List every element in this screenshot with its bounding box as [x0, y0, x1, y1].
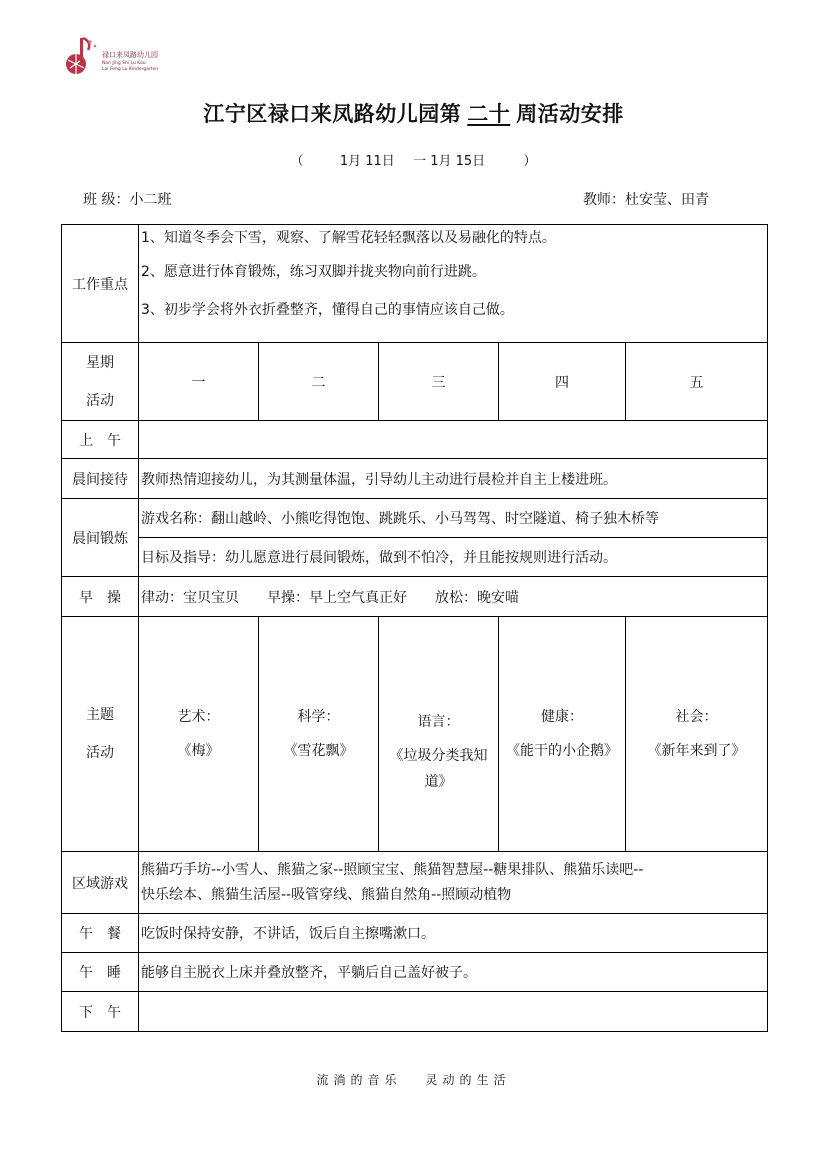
area-games-line2: 快乐绘本、熊猫生活屋--吸管穿线、熊猫自然角--照顾动植物 — [141, 886, 512, 903]
theme-title: 《能干的小企鹅》 — [506, 743, 618, 759]
lunch-label: 午 餐 — [62, 914, 139, 953]
date-from: 1月 11日 — [339, 154, 395, 169]
focus-content — [139, 225, 768, 343]
morning-exercise-label: 早 操 — [62, 577, 139, 617]
weekday-label: 星期 — [86, 354, 114, 371]
teacher-info: 教师：杜安莹、田青 — [583, 192, 709, 208]
focus-item: 2、愿意进行体育锻炼，练习双脚并拢夹物向前行进跳。 — [141, 264, 486, 280]
music-note-logo-icon — [64, 34, 100, 76]
theme-label — [62, 617, 139, 852]
focus-row — [62, 225, 768, 343]
theme-subject: 健康： — [541, 709, 583, 725]
afternoon-row — [62, 992, 768, 1032]
theme-title: 《新年来到了》 — [647, 743, 746, 759]
focus-item: 1、知道冬季会下雪，观察、了解雪花轻轻飘落以及易融化的特点。 — [141, 230, 556, 246]
nap-text: 能够自主脱衣上床并叠放整齐，平躺后自己盖好被子。 — [139, 953, 768, 992]
kindergarten-logo — [64, 30, 174, 80]
logo-name: 禄口来凤路幼儿园 — [102, 51, 158, 59]
morning-content — [139, 421, 768, 459]
theme-subject: 科学： — [297, 709, 340, 725]
date-open-paren: （ — [290, 154, 304, 169]
logo-subtitle-line2: Lai Feng Lu Kindergarten — [102, 67, 159, 72]
exercise-goal-row — [62, 538, 768, 577]
area-games-line1: 熊猫巧手坊--小雪人、熊猫之家--照顾宝宝、熊猫智慧屋--糖果排队、熊猫乐读吧-- — [141, 861, 644, 878]
theme-cell-art — [139, 617, 259, 852]
footer-right: 灵动的生活 — [425, 1073, 511, 1087]
exercise-games-row — [62, 499, 768, 538]
day-tuesday: 二 — [259, 343, 379, 421]
area-games-label: 区域游戏 — [62, 852, 139, 914]
theme-title-line1: 《垃圾分类我知 — [389, 748, 488, 764]
footer-left: 流淌的音乐 — [316, 1073, 402, 1087]
reception-row — [62, 459, 768, 499]
lunch-text: 吃饭时保持安静，不讲话，饭后自主擦嘴漱口。 — [139, 914, 768, 953]
logo-subtitle-line1: Nan Jing Shi Lu Kou — [102, 61, 146, 66]
morning-exercise-row — [62, 577, 768, 617]
reception-text: 教师热情迎接幼儿，为其测量体温，引导幼儿主动进行晨检并自主上楼进班。 — [139, 459, 768, 499]
exercise-goal: 目标及指导：幼儿愿意进行晨间锻炼，做到不怕冷，并且能按规则进行活动。 — [139, 538, 768, 577]
title-prefix: 江宁区禄口来凤路幼儿园第 — [203, 101, 462, 126]
weekday-activity-label — [62, 343, 139, 421]
theme-subject: 社会： — [675, 709, 718, 725]
theme-label-line2: 活动 — [86, 745, 114, 761]
reception-label: 晨间接待 — [62, 459, 139, 499]
focus-item: 3、初步学会将外衣折叠整齐，懂得自己的事情应该自己做。 — [141, 302, 514, 318]
page-title — [0, 98, 827, 128]
title-suffix: 周活动安排 — [516, 101, 624, 126]
date-range — [0, 150, 827, 169]
footer-slogan — [0, 1071, 827, 1088]
day-friday: 五 — [626, 343, 768, 421]
day-monday: 一 — [139, 343, 259, 421]
date-to: 1月 15日 — [430, 154, 486, 169]
theme-title: 《梅》 — [177, 743, 220, 759]
morning-exercise-text: 律动：宝贝宝贝 早操：早上空气真正好 放松：晚安喵 — [139, 577, 768, 617]
theme-label-line1: 主题 — [86, 707, 114, 723]
theme-cell-science — [259, 617, 379, 852]
date-dash: 一 — [413, 154, 427, 169]
theme-cell-health — [499, 617, 626, 852]
focus-label: 工作重点 — [62, 225, 139, 343]
nap-label: 午 睡 — [62, 953, 139, 992]
theme-title-line2: 道》 — [424, 774, 453, 790]
exercise-label: 晨间锻炼 — [62, 499, 139, 577]
theme-subject: 语言： — [417, 714, 460, 730]
theme-subject: 艺术： — [177, 709, 220, 725]
class-info: 班 级：小二班 — [83, 192, 172, 208]
morning-label: 上 午 — [62, 421, 139, 459]
lunch-row — [62, 914, 768, 953]
theme-row — [62, 617, 768, 852]
theme-cell-language — [379, 617, 499, 852]
area-games-row — [62, 852, 768, 914]
activity-label: 活动 — [86, 392, 114, 409]
day-wednesday: 三 — [379, 343, 499, 421]
afternoon-content — [139, 992, 768, 1032]
date-close-paren: ） — [523, 154, 537, 169]
exercise-games: 游戏名称：翻山越岭、小熊吃得饱饱、跳跳乐、小马驾驾、时空隧道、椅子独木桥等 — [139, 499, 768, 538]
afternoon-label: 下 午 — [62, 992, 139, 1032]
week-number: 二十 — [467, 101, 511, 126]
area-games-content — [139, 852, 768, 914]
weekday-header-row — [62, 343, 768, 421]
theme-cell-society — [626, 617, 768, 852]
logo-subtitle — [102, 61, 158, 73]
morning-row — [62, 421, 768, 459]
nap-row — [62, 953, 768, 992]
schedule-table — [61, 224, 768, 1032]
theme-title: 《雪花飘》 — [283, 743, 354, 759]
day-thursday: 四 — [499, 343, 626, 421]
